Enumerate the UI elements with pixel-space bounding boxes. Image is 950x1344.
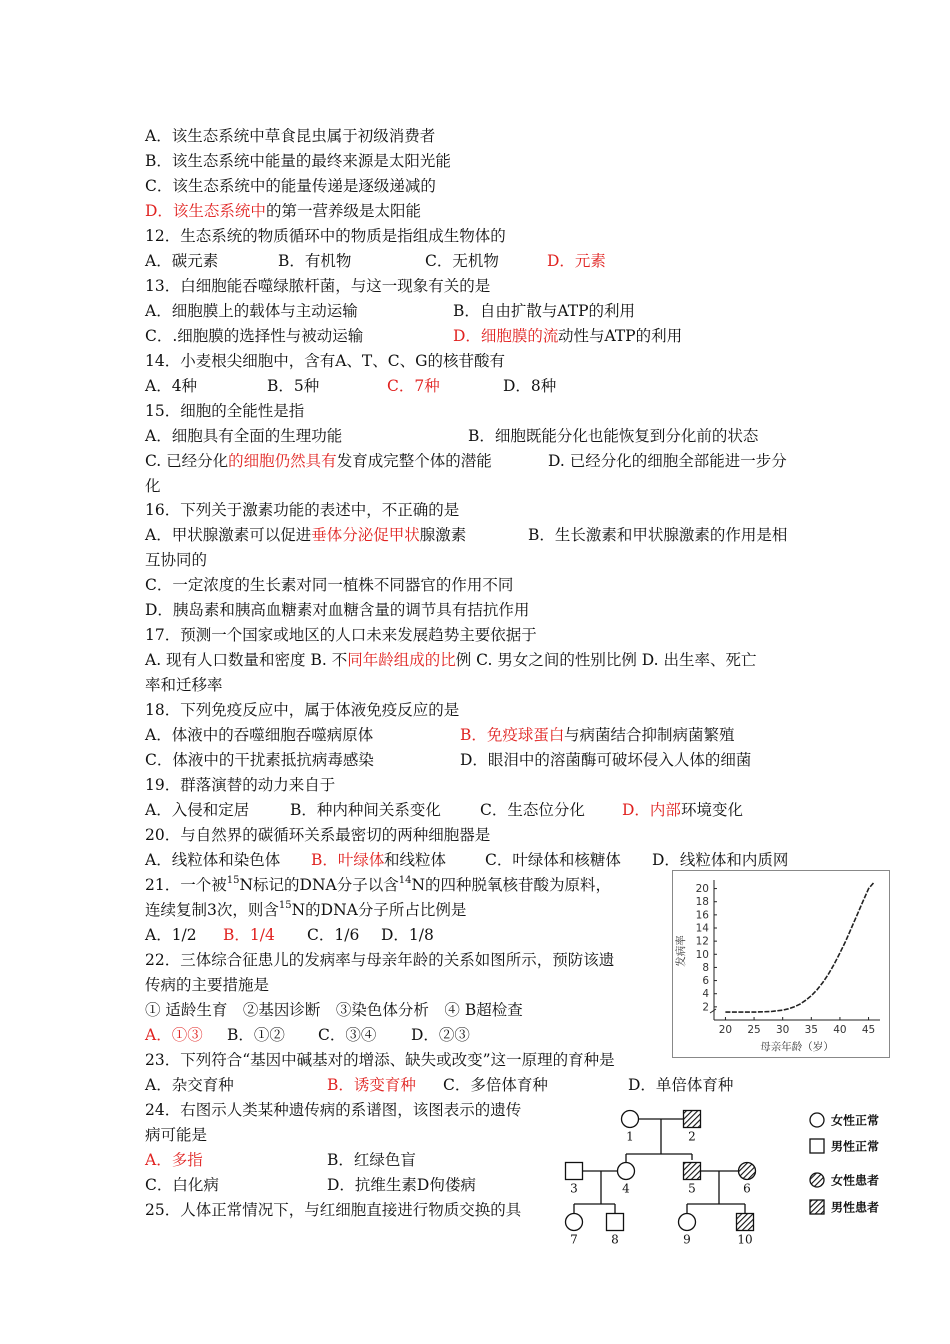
- individual-9-female: [679, 1214, 696, 1231]
- text-segment: 腺激素: [419, 526, 467, 544]
- text-segment: B．①②: [227, 1026, 285, 1044]
- text-segment: B．红绿色盲: [327, 1151, 416, 1169]
- text-line: [145, 1000, 523, 1020]
- text-segment: 和线粒体: [384, 851, 447, 869]
- x-axis-title: 母亲年龄（岁）: [760, 1041, 834, 1053]
- text-segment: 15: [226, 875, 240, 886]
- individual-label: 2: [688, 1129, 696, 1144]
- text-segment: B．该生态系统中能量的最终来源是太阳光能: [145, 152, 451, 170]
- x-tick-label: 35: [804, 1024, 818, 1036]
- text-segment: A．细胞具有全面的生理功能: [145, 427, 343, 445]
- individual-label: 10: [737, 1232, 753, 1247]
- x-tick-label: 20: [718, 1024, 733, 1036]
- text-segment: D．眼泪中的溶菌酶可破坏侵入人体的细菌: [460, 751, 752, 769]
- text-segment: C．多倍体育种: [443, 1076, 548, 1094]
- text-segment: 20．与自然界的碳循环关系最密切的两种细胞器是: [145, 826, 491, 844]
- legend-symbol: [810, 1200, 824, 1214]
- answer-highlight: C．7种: [387, 377, 440, 395]
- answer-highlight: B．叶绿体: [311, 851, 385, 869]
- text-segment: D．胰岛素和胰高血糖素对血糖含量的调节具有拮抗作用: [145, 601, 530, 619]
- text-segment: D. 已经分化的细胞全部能进一步分: [548, 452, 787, 470]
- individual-2-male: [684, 1111, 701, 1128]
- text-segment: 21．一个被: [145, 876, 227, 894]
- text-segment: B．种内种间关系变化: [290, 801, 441, 819]
- text-segment: B．有机物: [278, 252, 352, 270]
- text-line: [145, 1125, 207, 1145]
- text-segment: C．该生态系统中的能量传递是逐级递减的: [145, 177, 436, 195]
- text-segment: 环境变化: [681, 801, 744, 819]
- text-segment: 19．群落演替的动力来自于: [145, 776, 336, 794]
- y-tick-label: 20: [695, 883, 709, 896]
- text-segment: 18．下列免疫反应中，属于体液免疫反应的是: [145, 701, 460, 719]
- text-segment: A．体液中的吞噬细胞吞噬病原体: [145, 726, 374, 744]
- x-tick-label: 45: [861, 1024, 876, 1036]
- y-tick-label: 8: [702, 961, 709, 974]
- text-line: [145, 900, 466, 920]
- text-line: [145, 126, 435, 146]
- text-segment: 12．生态系统的物质循环中的物质是指组成生物体的: [145, 227, 506, 245]
- answer-highlight: A．①③: [145, 1026, 203, 1044]
- text-segment: C．白化病: [145, 1176, 219, 1194]
- y-tick-label: 18: [695, 896, 709, 909]
- x-tick-label: 40: [833, 1024, 847, 1036]
- text-segment: C．无机物: [425, 252, 499, 270]
- text-segment: A. 现有人口数量和密度 B. 不: [145, 651, 348, 669]
- legend-label: 男性患者: [831, 1200, 880, 1215]
- answer-highlight: 的细胞仍然具有: [228, 452, 337, 470]
- text-segment: 16．下列关于激素功能的表述中，不正确的是: [145, 501, 460, 519]
- text-segment: 25．人体正常情况下，与红细胞直接进行物质交换的具: [145, 1201, 522, 1219]
- text-segment: 化: [145, 477, 161, 495]
- text-segment: A．该生态系统中草食昆虫属于初级消费者: [145, 127, 436, 145]
- text-segment: D．单倍体育种: [628, 1076, 734, 1094]
- answer-highlight: A．多指: [145, 1151, 203, 1169]
- answer-highlight: D．细胞膜的流: [453, 327, 559, 345]
- individual-5-male: [684, 1163, 701, 1180]
- individual-8-male: [607, 1214, 624, 1231]
- text-segment: 24．右图示人类某种遗传病的系谱图，该图表示的遗传: [145, 1101, 522, 1119]
- text-segment: A．细胞膜上的载体与主动运输: [145, 302, 358, 320]
- individual-label: 5: [688, 1181, 696, 1196]
- answer-highlight: D．该生态系统中: [145, 202, 266, 220]
- text-segment: 互协同的: [145, 551, 208, 569]
- text-line: [145, 575, 513, 595]
- text-segment: C．体液中的干扰素抵抗病毒感染: [145, 751, 374, 769]
- text-segment: 17．预测一个国家或地区的人口未来发展趋势主要依据于: [145, 626, 537, 644]
- text-segment: A．线粒体和染色体: [145, 851, 281, 869]
- text-segment: ① 适龄生育 ②基因诊断 ③染色体分析 ④ B超检查: [145, 1001, 523, 1019]
- individual-label: 9: [683, 1232, 691, 1247]
- answer-highlight: B．免疫球蛋白: [460, 726, 565, 744]
- individual-label: 8: [611, 1232, 619, 1247]
- text-segment: N的DNA分子所占比例是: [291, 901, 467, 919]
- individual-4-female: [618, 1163, 635, 1180]
- text-segment: A．甲状腺激素可以促进: [145, 526, 312, 544]
- text-segment: D．线粒体和内质网: [652, 851, 789, 869]
- text-segment: 22．三体综合征患儿的发病率与母亲年龄的关系如图所示，预防该遗: [145, 951, 615, 969]
- text-segment: 发育成完整个体的潜能: [336, 452, 492, 470]
- text-segment: C．.细胞膜的选择性与被动运输: [145, 327, 364, 345]
- text-line: [145, 550, 207, 570]
- individual-label: 7: [570, 1232, 578, 1247]
- y-tick-label: 4: [702, 988, 709, 1001]
- individual-label: 1: [626, 1129, 634, 1144]
- incidence-chart: [672, 870, 890, 1058]
- text-segment: C．1/6: [307, 926, 360, 944]
- text-segment: C．一定浓度的生长素对同一植株不同器官的作用不同: [145, 576, 514, 594]
- text-segment: 14: [398, 875, 412, 886]
- individual-6-female: [739, 1163, 756, 1180]
- text-line: [145, 451, 787, 471]
- text-line: [145, 401, 304, 421]
- text-segment: A．4种: [145, 377, 198, 395]
- individual-7-female: [566, 1214, 583, 1231]
- text-segment: D．②③: [411, 1026, 470, 1044]
- y-tick-label: 14: [695, 922, 709, 935]
- y-tick-label: 2: [702, 1001, 709, 1014]
- text-line: [145, 675, 223, 695]
- answer-highlight: 垂体分泌促甲状: [311, 526, 420, 544]
- text-segment: A．碳元素: [145, 252, 219, 270]
- answer-highlight: B．1/4: [223, 926, 275, 944]
- answer-highlight: D．内部: [622, 801, 681, 819]
- text-segment: N的四种脱氧核苷酸为原料，: [411, 876, 612, 894]
- text-line: [145, 276, 490, 296]
- text-segment: 例 C. 男女之间的性别比例 D. 出生率、死亡: [455, 651, 757, 669]
- pedigree-diagram: [555, 1100, 895, 1250]
- text-line: [145, 600, 529, 620]
- individual-label: 6: [743, 1181, 751, 1196]
- text-segment: D．1/8: [381, 926, 434, 944]
- y-tick-label: 10: [695, 948, 709, 961]
- legend-label: 女性患者: [831, 1173, 880, 1188]
- text-segment: 动性与ATP的利用: [558, 327, 683, 345]
- text-segment: B．细胞既能分化也能恢复到分化前的状态: [468, 427, 759, 445]
- legend-symbol: [810, 1173, 824, 1187]
- text-segment: C．③④: [318, 1026, 377, 1044]
- text-segment: 连续复制3次，则含: [145, 901, 279, 919]
- text-line: [145, 500, 459, 520]
- text-segment: B．生长激素和甲状腺激素的作用是相: [528, 526, 788, 544]
- text-segment: C．叶绿体和核糖体: [485, 851, 621, 869]
- text-line: [145, 1100, 521, 1120]
- text-line: [145, 825, 490, 845]
- text-segment: 14．小麦根尖细胞中，含有A、T、C、G的核苷酸有: [145, 352, 505, 370]
- y-tick-label: 12: [695, 935, 709, 948]
- text-segment: C．生态位分化: [480, 801, 585, 819]
- text-segment: 率和迁移率: [145, 676, 223, 694]
- text-line: [145, 1050, 615, 1070]
- text-line: [145, 176, 436, 196]
- text-line: [145, 351, 505, 371]
- individual-label: 3: [570, 1181, 578, 1196]
- text-segment: 13．白细胞能吞噬绿脓杆菌，与这一现象有关的是: [145, 277, 491, 295]
- individual-1-female: [622, 1111, 639, 1128]
- individual-label: 4: [622, 1181, 630, 1196]
- text-line: [145, 201, 421, 221]
- text-line: [145, 650, 757, 670]
- y-axis-title: 发病率: [675, 935, 687, 967]
- text-line: [145, 875, 611, 895]
- text-line: [145, 775, 335, 795]
- individual-10-male: [737, 1214, 754, 1231]
- legend-symbol: [810, 1113, 824, 1127]
- text-line: [145, 226, 506, 246]
- text-line: [145, 151, 451, 171]
- text-line: [145, 700, 459, 720]
- text-segment: D．抗维生素D佝偻病: [327, 1176, 476, 1194]
- text-line: [145, 476, 161, 496]
- legend-label: 女性正常: [831, 1113, 880, 1128]
- text-segment: 传病的主要措施是: [145, 976, 270, 994]
- individual-3-male: [566, 1163, 583, 1180]
- text-segment: D．8种: [503, 377, 557, 395]
- text-segment: 与病菌结合抑制病菌繁殖: [564, 726, 735, 744]
- text-line: [145, 1200, 521, 1220]
- answer-highlight: B．诱变育种: [327, 1076, 416, 1094]
- text-line: [145, 950, 614, 970]
- text-segment: B．自由扩散与ATP的利用: [453, 302, 636, 320]
- text-segment: 的第一营养级是太阳能: [265, 202, 421, 220]
- text-segment: B．5种: [267, 377, 320, 395]
- text-segment: N标记的DNA分子以含: [239, 876, 399, 894]
- answer-highlight: 同年龄组成的比: [347, 651, 456, 669]
- y-tick-label: 16: [695, 909, 709, 922]
- text-segment: 15: [278, 900, 292, 911]
- text-segment: 15．细胞的全能性是指: [145, 402, 305, 420]
- text-segment: A．1/2: [145, 926, 197, 944]
- text-segment: A．杂交育种: [145, 1076, 234, 1094]
- text-line: [145, 625, 537, 645]
- text-segment: C. 已经分化: [145, 452, 229, 470]
- text-segment: A．入侵和定居: [145, 801, 250, 819]
- text-line: [145, 975, 269, 995]
- y-tick-label: 6: [702, 975, 709, 988]
- text-segment: 23．下列符合“基因中碱基对的增添、缺失或改变”这一原理的育种是: [145, 1051, 615, 1069]
- x-tick-label: 30: [776, 1024, 790, 1036]
- text-segment: 病可能是: [145, 1126, 208, 1144]
- text-line: [145, 525, 788, 545]
- answer-highlight: D．元素: [547, 252, 606, 270]
- x-tick-label: 25: [747, 1024, 761, 1036]
- legend-symbol: [810, 1139, 824, 1153]
- legend-label: 男性正常: [831, 1139, 880, 1154]
